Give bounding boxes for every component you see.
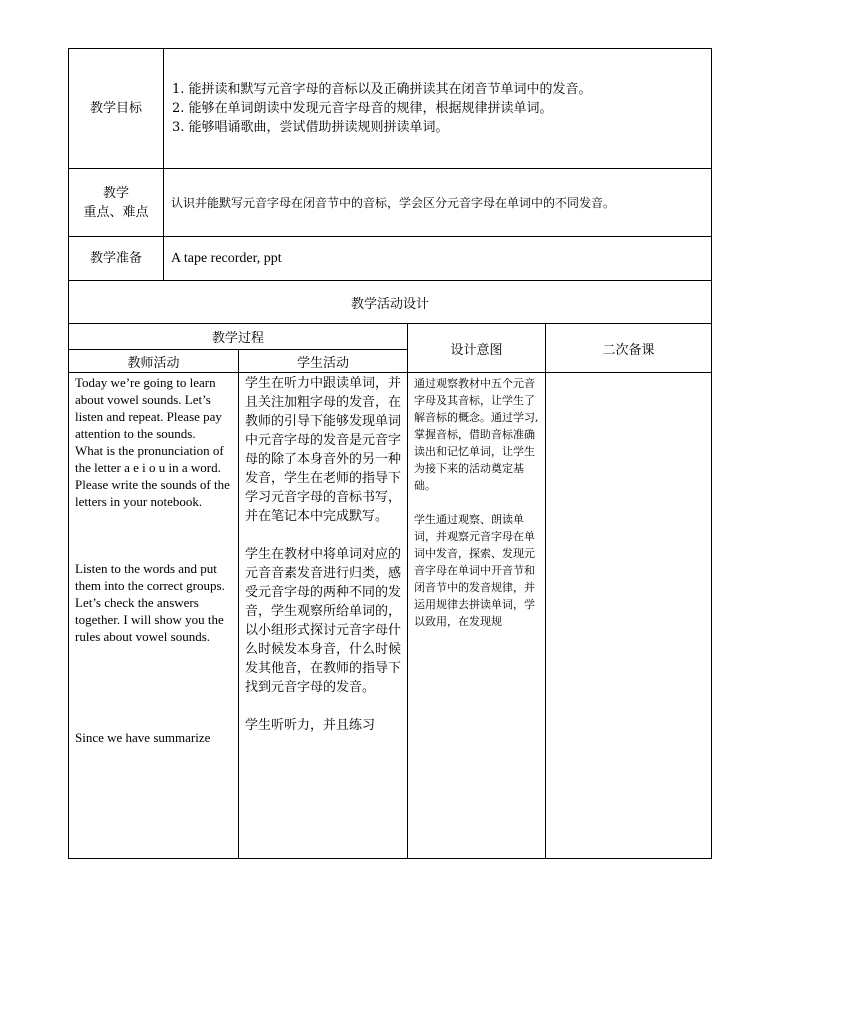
keypoints-label [69,169,164,237]
keypoints-label-line-1: 教学 [102,185,129,201]
second-prep-header: 二次备课 [546,324,712,373]
teacher-paragraph-2: What is the pronunciation of the letter a e i o u in a word. [75,443,224,475]
teacher-paragraph-3: Please write the sounds of the letters in your notebook. [75,477,230,509]
activity-title: 教学活动设计 [69,281,712,324]
objectives-label: 教学目标 [69,49,164,169]
keypoints-row [69,169,712,237]
student-paragraph-2: 学生在教材中将单词对应的元音音素发音进行归类，感受元音字母的两种不同的发音，学生观察所给单词的，以小组形式探讨元音字母什么时候发本身音，什么时候发其他音，在教师的指导下找到元音字母的发音。 [245,547,402,695]
intent-header: 设计意图 [408,324,546,373]
objectives-row [69,49,712,169]
intent-paragraph-2: 学生通过观察、朗读单词，并观察元音字母在单词中发音，探索、发现元音字母在单词中开音节和闭音节中的发音规律，并运用规律去拼读单词，学以致用，在发现规 [414,513,536,628]
objective-1: 1. 能拼读和默写元音字母的音标以及正确拼读其在闭音节单词中的发音。 [172,82,592,97]
teacher-activity-cell [69,373,239,859]
student-paragraph-1: 学生在听力中跟读单词，并且关注加粗字母的发音，在教师的引导下能够发现单词中元音字母的发音是元音字母的除了本身音外的另一种发音，学生在老师的指导下学习元音字母的音标书写，并在笔记本中完成默写。 [245,376,402,524]
intent-paragraph-1: 通过观察教材中五个元音字母及其音标，让学生了解音标的概念。通过学习,掌握音标，借助音标准确读出和记忆单词，让学生为接下来的活动奠定基础。 [414,377,539,492]
activity-header-row-1 [69,324,712,350]
second-prep-cell [546,373,712,859]
keypoints-text: 认识并能默写元音字母在闭音节中的音标，学会区分元音字母在单词中的不同发音。 [164,169,712,237]
keypoints-label-line-2: 重点、难点 [83,204,149,220]
prep-text: A tape recorder, ppt [164,237,712,281]
teacher-paragraph-5: Since we have summarize [75,730,211,745]
activity-body-row [69,373,712,859]
objective-3: 3. 能够唱诵歌曲，尝试借助拼读规则拼读单词。 [172,120,449,135]
student-activity-cell [239,373,408,859]
process-header: 教学过程 [69,324,408,350]
design-intent-cell [408,373,546,859]
student-activity-header: 学生活动 [239,350,408,373]
teacher-activity-header: 教师活动 [69,350,239,373]
objective-2: 2. 能够在单词朗读中发现元音字母音的规律，根据规律拼读单词。 [172,101,553,116]
objectives-cell [164,49,712,169]
teacher-paragraph-4: Listen to the words and put them into the correct groups. Let’s check the answers together. I will show you the rules about vowel sounds. [75,561,225,644]
activity-title-row [69,281,712,324]
prep-label: 教学准备 [69,237,164,281]
prep-row [69,237,712,281]
lesson-info-table [68,48,712,324]
teacher-paragraph-1: Today we’re going to learn about vowel sounds. Let’s listen and repeat. Please pay attention to the sounds. [75,375,222,441]
student-paragraph-3: 学生听听力，并且练习 [245,718,376,733]
activity-table [68,323,712,859]
